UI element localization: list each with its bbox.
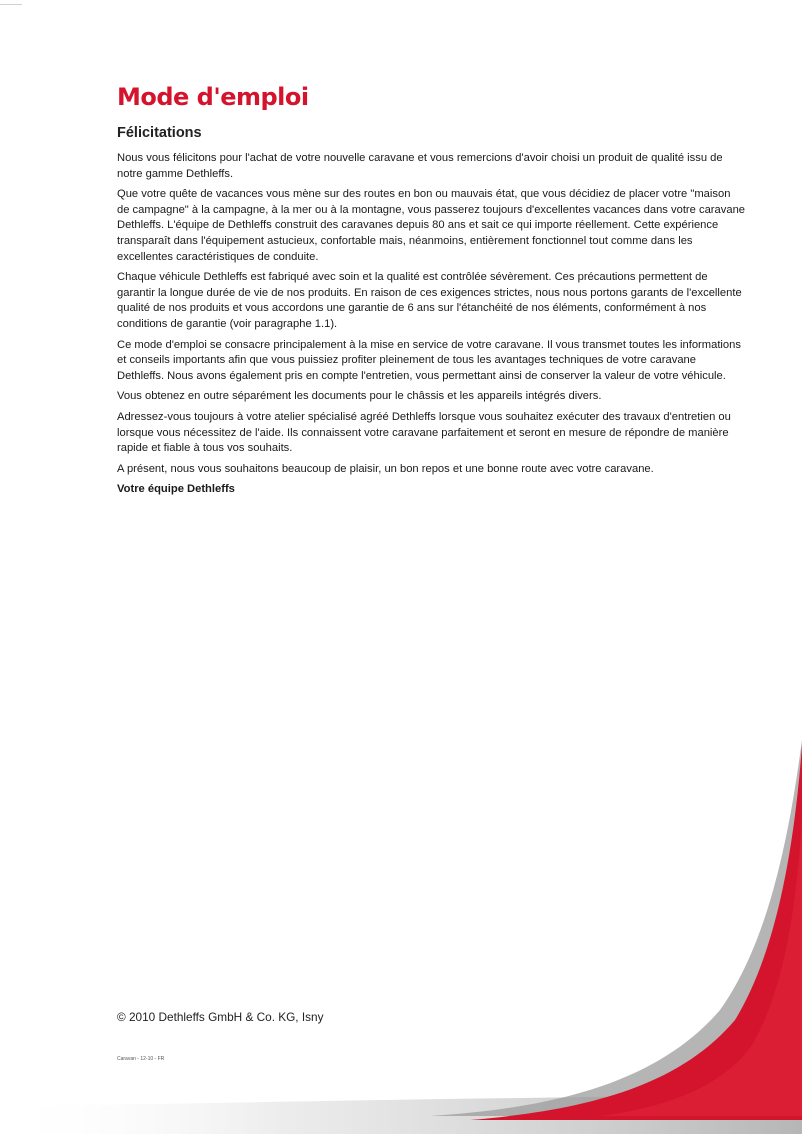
- section-heading: Félicitations: [117, 125, 202, 141]
- copyright-notice: © 2010 Dethleffs GmbH & Co. KG, Isny: [117, 1010, 324, 1024]
- document-reference: Caravan - 12-10 - FR: [117, 1056, 165, 1062]
- paragraph-7: A présent, nous vous souhaitons beaucoup de plaisir, un bon repos et une bonne route avec votre caravane.: [117, 462, 654, 475]
- paragraph-2: Que votre quête de vacances vous mène sur des routes en bon ou mauvais état, que vous décidiez de placer votre "maison de campagne" à la campagne, à la mer ou à la montagne, vous passerez toujours d'excellentes vacances dans votre caravane Dethleffs. L'équipe de Dethleffs construit des caravanes depuis 80 ans et sait ce qui importe réellement. Cette expérience transparaît dans l'équipement astucieux, confortable mais, néanmoins, entièrement fonctionnel tout comme dans les excellentes caractéristiques de conduite.: [117, 188, 746, 263]
- document-body: [117, 82, 745, 498]
- paragraph-6: Adressez-vous toujours à votre atelier spécialisé agréé Dethleffs lorsque vous souhaitez exécuter des travaux d'entretien ou lorsque vous nécessitez de l'aide. Ils connaissent votre caravane parfaitement et seront en mesure de répondre de manière rapide et fiable à tous vos souhaits.: [117, 410, 731, 455]
- paragraph-3: Chaque véhicule Dethleffs est fabriqué avec soin et la qualité est contrôlée sévèrement. Ces précautions permettent de garantir la longue durée de vie de nos produits. En raison de ces exigences strictes, nous nous portons garants de l'excellente qualité de nos produits et vous accordons une garantie de 6 ans sur l'étanchéité de nos éléments, conformément à nos conditions de garantie (voir paragraphe 1.1).: [117, 271, 742, 330]
- page-title: Mode d'emploi: [117, 83, 309, 111]
- paragraph-5: Vous obtenez en outre séparément les documents pour le châssis et les appareils intégrés divers.: [117, 390, 602, 403]
- paragraph-1: Nous vous félicitons pour l'achat de votre nouvelle caravane et vous remercions d'avoir choisi un produit de qualité issu de notre gamme Dethleffs.: [117, 152, 723, 180]
- paragraph-4: Ce mode d'emploi se consacre principalement à la mise en service de votre caravane. Il vous transmet toutes les informations et conseils importants afin que vous puissiez profiter pleinement de tous les avantages techniques de votre caravane Dethleffs. Nous avons également pris en compte l'entretien, vous permettant ainsi de conserver la valeur de votre véhicule.: [117, 338, 741, 382]
- signature: Votre équipe Dethleffs: [117, 483, 235, 496]
